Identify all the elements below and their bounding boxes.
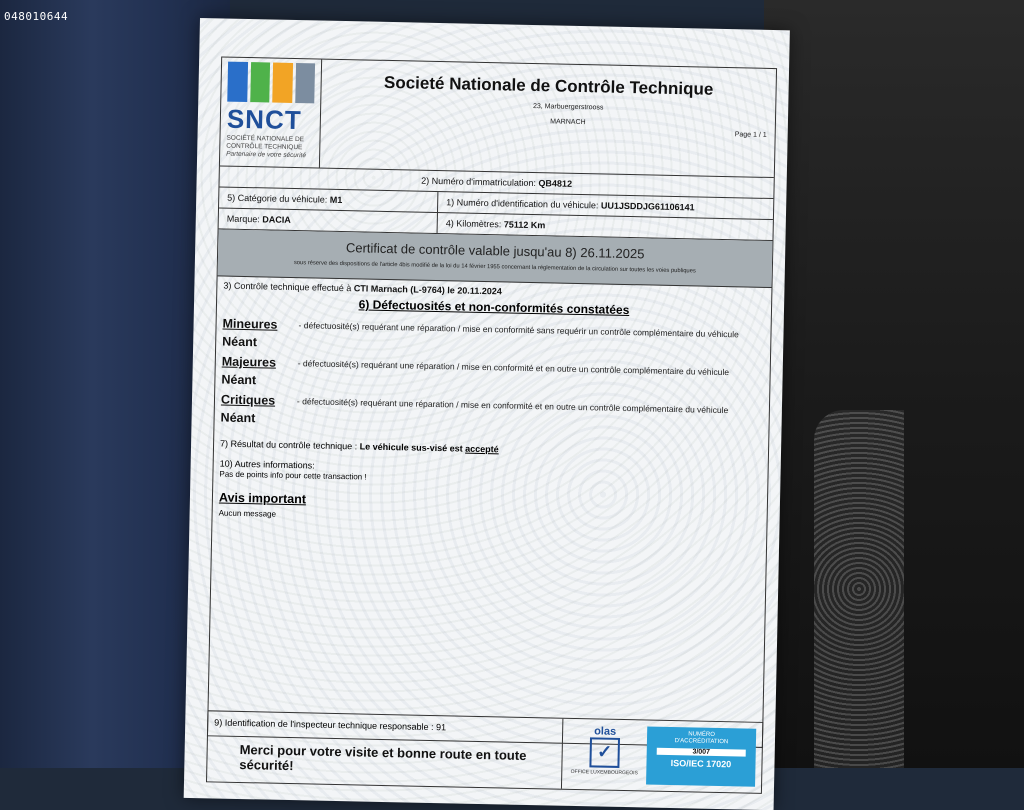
vin-label: 1) Numéro d'identification du véhicule:: [446, 197, 599, 211]
logo-stripe-orange: [272, 63, 292, 103]
vin-value: UU1JSDDJG61106141: [600, 200, 695, 213]
olas-logo: [568, 725, 641, 784]
other-info-value: Pas de points info pour cette transaction !: [219, 469, 367, 482]
important-notice-value: Aucun message: [218, 508, 277, 519]
accreditation-label-1: NUMÉRO: [688, 731, 715, 738]
result-accepted: accepté: [465, 443, 499, 455]
registration-value: QB4812: [538, 178, 573, 189]
certificate-body: [208, 276, 771, 747]
validity-text: Certificat de contrôle valable jusqu'au 8) 26.11.2025: [345, 240, 645, 262]
brand-value: DACIA: [262, 214, 291, 225]
defect-result: Néant: [220, 410, 256, 426]
page-number: Page 1 / 1: [734, 131, 767, 139]
category-label: 5) Catégorie du véhicule:: [227, 192, 328, 205]
registration-label: 2) Numéro d'immatriculation:: [421, 175, 537, 189]
validity-legal-note: sous réserve des dispositions de l'article 4bis modifié de la loi du 14 février 1955 concernant la réglementation de la circulation sur toutes les voies publiques: [293, 260, 696, 275]
km-value: 75112 Km: [503, 219, 546, 231]
defect-name: Majeures: [221, 354, 277, 370]
control-prefix: 3) Contrôle technique effectué à: [223, 280, 352, 294]
logo-word: SNCT: [226, 103, 302, 136]
defect-name: Mineures: [222, 316, 278, 332]
control-location-date: CTI Marnach (L-9764) le 20.11.2024: [353, 283, 502, 297]
defect-result: Néant: [221, 372, 257, 388]
result-text: Le véhicule sus-visé est: [359, 441, 463, 454]
certificate-header: [220, 57, 776, 178]
olas-name: olas: [594, 725, 617, 738]
control-result: [220, 439, 762, 460]
result-prefix: 7) Résultat du contrôle technique :: [219, 438, 358, 452]
defect-description: - défectuosité(s) requérant une réparation / mise en conformité sans requérir un contrôle complémentaire du véhicule: [298, 320, 739, 340]
inspection-certificate: [184, 18, 790, 810]
other-info-heading: 10) Autres informations:: [219, 458, 315, 471]
defects-title: 6) Défectuosités et non-conformités constatées: [358, 297, 630, 318]
accreditation-block: [561, 719, 762, 793]
address-line-2: MARNACH: [550, 118, 586, 127]
category-value: M1: [329, 194, 343, 206]
address-line-1: 23, Marbuergerstrooss: [532, 102, 604, 112]
thanks-message: Merci pour votre visite et bonne route en toute sécurité!: [239, 741, 527, 774]
defect-name: Critiques: [220, 392, 276, 408]
accreditation-label-2: D'ACCRÉDITATION: [674, 738, 729, 746]
olas-subtitle: OFFICE LUXEMBOURGEOIS: [570, 768, 638, 777]
logo-stripe-grey: [295, 63, 315, 103]
logo-tagline: Partenaire de votre sécurité: [226, 150, 307, 160]
accreditation-number: 3/007: [657, 748, 746, 757]
inspector-identification: 9) Identification de l'inspecteur technique responsable : 91: [214, 717, 447, 733]
logo-stripes: [227, 62, 315, 104]
iso-standard: ISO/IEC 17020: [670, 758, 732, 770]
logo-subtitle-2: CONTRÔLE TECHNIQUE: [226, 142, 303, 152]
accreditation-badge: [646, 727, 756, 787]
defect-result: Néant: [222, 334, 258, 350]
logo-stripe-green: [250, 62, 270, 102]
logo-subtitle-1: SOCIÉTÉ NATIONALE DE: [226, 134, 305, 144]
certificate-footer: [206, 710, 763, 794]
photo-id-label: 048010644: [4, 10, 69, 23]
header-text: [320, 60, 776, 177]
organization-name: Societé Nationale de Contrôle Technique: [383, 72, 714, 99]
logo-stripe-blue: [227, 62, 247, 102]
seat-mesh: [814, 410, 904, 768]
important-notice-heading: Avis important: [218, 490, 307, 507]
checkmark-icon: ✓: [589, 737, 620, 768]
snct-logo: [220, 57, 322, 167]
certificate-frame: [207, 56, 777, 747]
brand-label: Marque:: [226, 213, 260, 225]
defect-description: - défectuosité(s) requérant une réparation / mise en conformité et en outre un contrôle complémentaire du véhicule: [296, 396, 729, 416]
defect-description: - défectuosité(s) requérant une réparation / mise en conformité et en outre un contrôle complémentaire du véhicule: [297, 358, 730, 378]
km-label: 4) Kilomètres:: [445, 218, 502, 230]
